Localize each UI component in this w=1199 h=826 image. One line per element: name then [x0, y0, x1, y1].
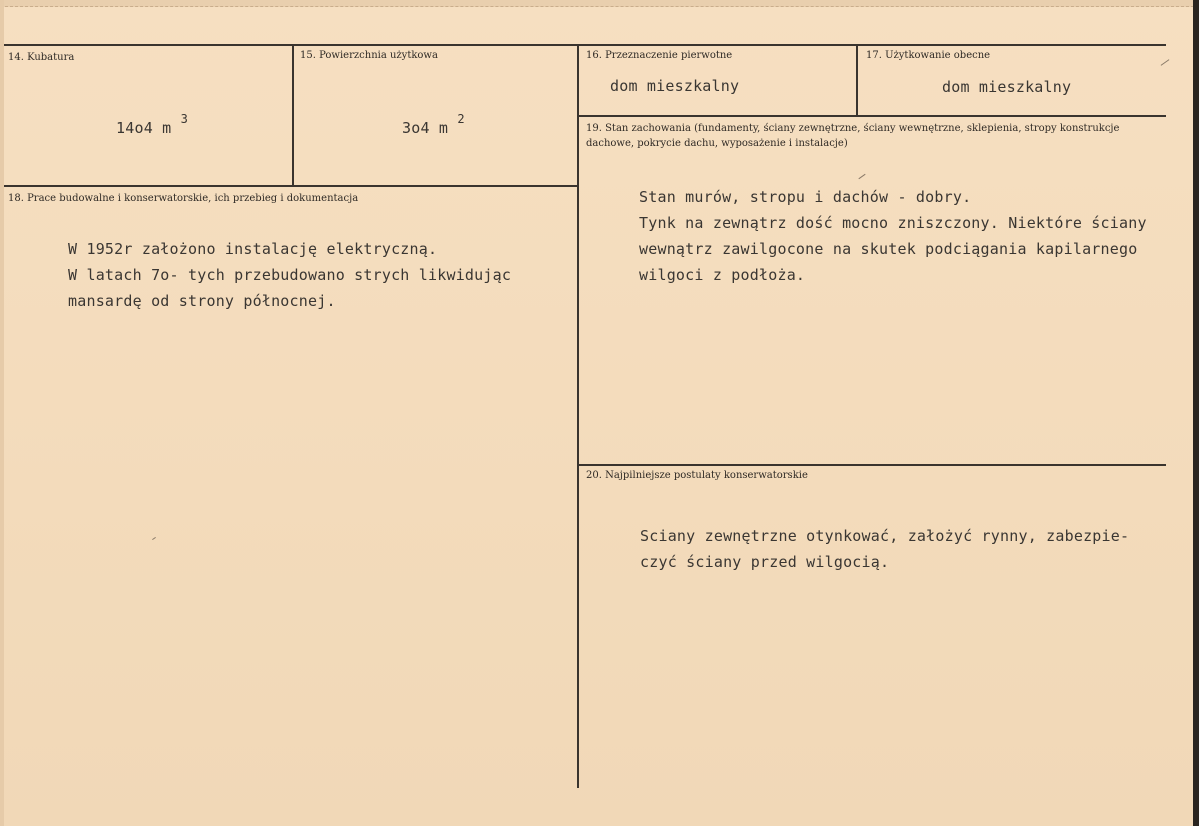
rule-under-16-17: [577, 115, 1166, 117]
field-16-label: 16. Przeznaczenie pierwotne: [586, 50, 733, 61]
field-14-label: 14. Kubatura: [8, 52, 75, 63]
field-20-line: czyć ściany przed wilgocią.: [640, 553, 890, 571]
field-14-value: [116, 112, 189, 137]
pencil-mark: [152, 537, 156, 540]
field-20-label: 20. Najpilniejsze postulaty konserwatorskie: [586, 470, 808, 481]
field-18-text: [68, 236, 511, 314]
field-17-value: dom mieszkalny: [942, 78, 1072, 96]
pencil-mark: [858, 174, 865, 179]
divider-14-15: [292, 44, 294, 186]
divider-16-17: [856, 44, 858, 116]
field-19-line: wilgoci z podłoża.: [639, 266, 806, 284]
card-top-edge: [0, 0, 1199, 7]
pencil-mark: [1161, 59, 1170, 66]
field-19-line: Tynk na zewnątrz dość mocno zniszczony. Niektóre ściany: [639, 214, 1147, 232]
field-14-number: 14o4 m: [116, 119, 172, 137]
field-19-line: Stan murów, stropu i dachów - dobry.: [639, 188, 972, 206]
field-19-text: [639, 184, 1147, 288]
field-20-line: Sciany zewnętrzne otynkować, założyć rynny, zabezpie-: [640, 527, 1130, 545]
field-15-unit-exponent: 2: [457, 112, 465, 126]
card-left-edge: [0, 0, 4, 826]
field-19-label: 19. Stan zachowania (fundamenty, ściany zewnętrzne, ściany wewnętrzne, sklepienia, stropy konstrukcje dachowe, pokrycie dachu, wyposażenie i instalacje): [586, 123, 1120, 149]
rule-under-14-15: [4, 185, 577, 187]
top-rule: [4, 44, 1166, 46]
field-18-label: 18. Prace budowalne i konserwatorskie, ich przebieg i dokumentacja: [8, 193, 359, 204]
field-19-line: wewnątrz zawilgocone na skutek podciągania kapilarnego: [639, 240, 1138, 258]
field-14-unit-exponent: 3: [180, 112, 189, 126]
field-20-text: [640, 523, 1129, 575]
card-right-edge: [1193, 0, 1199, 826]
rule-above-20: [577, 464, 1166, 466]
field-15-number: 3o4 m: [402, 119, 449, 137]
field-18-line: W latach 7o- tych przebudowano strych likwidując: [68, 266, 512, 284]
field-15-label: 15. Powierzchnia użytkowa: [300, 50, 438, 61]
field-18-line: W 1952r założono instalację elektryczną.: [68, 240, 438, 258]
field-17-label: 17. Użytkowanie obecne: [866, 50, 991, 61]
field-16-value: dom mieszkalny: [610, 77, 740, 95]
field-18-line: mansardę od strony północnej.: [68, 292, 336, 310]
main-column-divider: [577, 44, 579, 788]
field-15-value: [402, 112, 465, 137]
